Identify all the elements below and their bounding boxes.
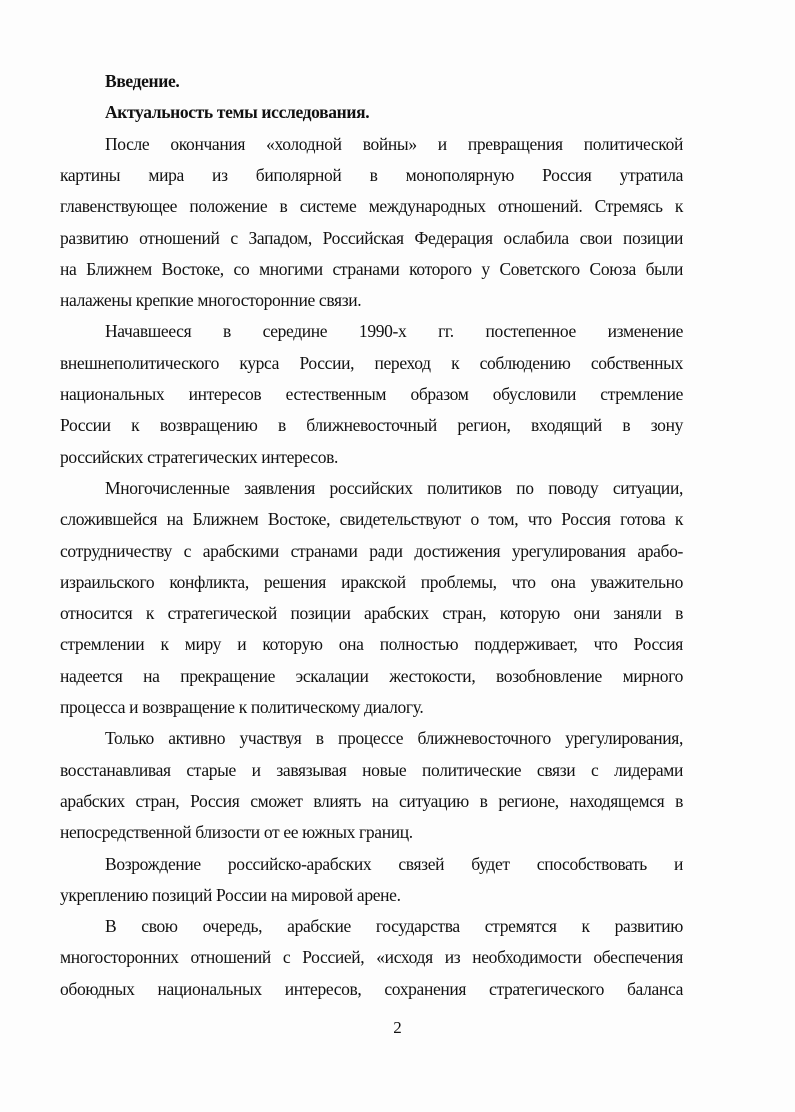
paragraph-line: Только активно участвуя в процессе ближневосточного урегулирования,: [105, 728, 683, 749]
section-heading: Введение.: [105, 71, 180, 91]
paragraph-line: многосторонних отношений с Россией, «исходя из необходимости обеспечения: [60, 947, 683, 968]
paragraph-line: Начавшееся в середине 1990-х гг. постепенное изменение: [105, 321, 683, 342]
paragraph-line: национальных интересов естественным образом обусловили стремление: [60, 384, 683, 404]
paragraph-line: налажены крепкие многосторонние связи.: [60, 290, 362, 311]
paragraph-line: российских стратегических интересов.: [60, 446, 339, 467]
paragraph-line: главенствующее положение в системе международных отношений. Стремясь к: [60, 196, 683, 217]
paragraph-line: сложившейся на Ближнем Востоке, свидетельствуют о том, что Россия готова к: [60, 509, 683, 530]
paragraph-line: Многочисленные заявления российских политиков по поводу ситуации,: [105, 477, 683, 498]
paragraph-line: арабских стран, Россия сможет влиять на ситуацию в регионе, находящемся в: [60, 790, 683, 811]
paragraph-line: надеется на прекращение эскалации жестокости, возобновление мирного: [60, 665, 683, 686]
paragraph-line: внешнеполитического курса России, переход к соблюдению собственных: [60, 352, 683, 373]
paragraph-line: В свою очередь, арабские государства стремятся к развитию: [105, 916, 683, 937]
paragraph-line: израильского конфликта, решения иракской проблемы, что она уважительно: [60, 571, 683, 592]
paragraph-line: относится к стратегической позиции арабских стран, которую они заняли в: [60, 603, 683, 624]
paragraph-line: процесса и возвращение к политическому диалогу.: [60, 697, 424, 717]
paragraph-line: России к возвращению в ближневосточный регион, входящий в зону: [60, 415, 683, 436]
paragraph-line: на Ближнем Востоке, со многими странами которого у Советского Союза были: [60, 258, 683, 279]
paragraph-line: развитию отношений с Западом, Российская Федерация ослабила свои позиции: [60, 227, 683, 248]
paragraph-line: Возрождение российско-арабских связей будет способствовать и: [105, 853, 683, 874]
paragraph-line: картины мира из биполярной в монополярную Россия утратила: [60, 164, 683, 185]
paragraph-line: восстанавливая старые и завязывая новые политические связи с лидерами: [60, 759, 683, 780]
page-number: 2: [393, 1018, 402, 1037]
subsection-heading: Актуальность темы исследования.: [105, 102, 370, 123]
paragraph-line: сотрудничеству с арабскими странами ради достижения урегулирования арабо-: [60, 540, 683, 561]
paragraph-line: укреплению позиций России на мировой арене.: [60, 884, 401, 905]
paragraph-line: После окончания «холодной войны» и превращения политической: [105, 133, 683, 154]
paragraph-line: обоюдных национальных интересов, сохранения стратегического баланса: [60, 978, 683, 999]
paragraph-line: непосредственной близости от ее южных границ.: [60, 822, 413, 843]
paragraph-line: стремлении к миру и которую она полностью поддерживает, что Россия: [60, 634, 683, 655]
